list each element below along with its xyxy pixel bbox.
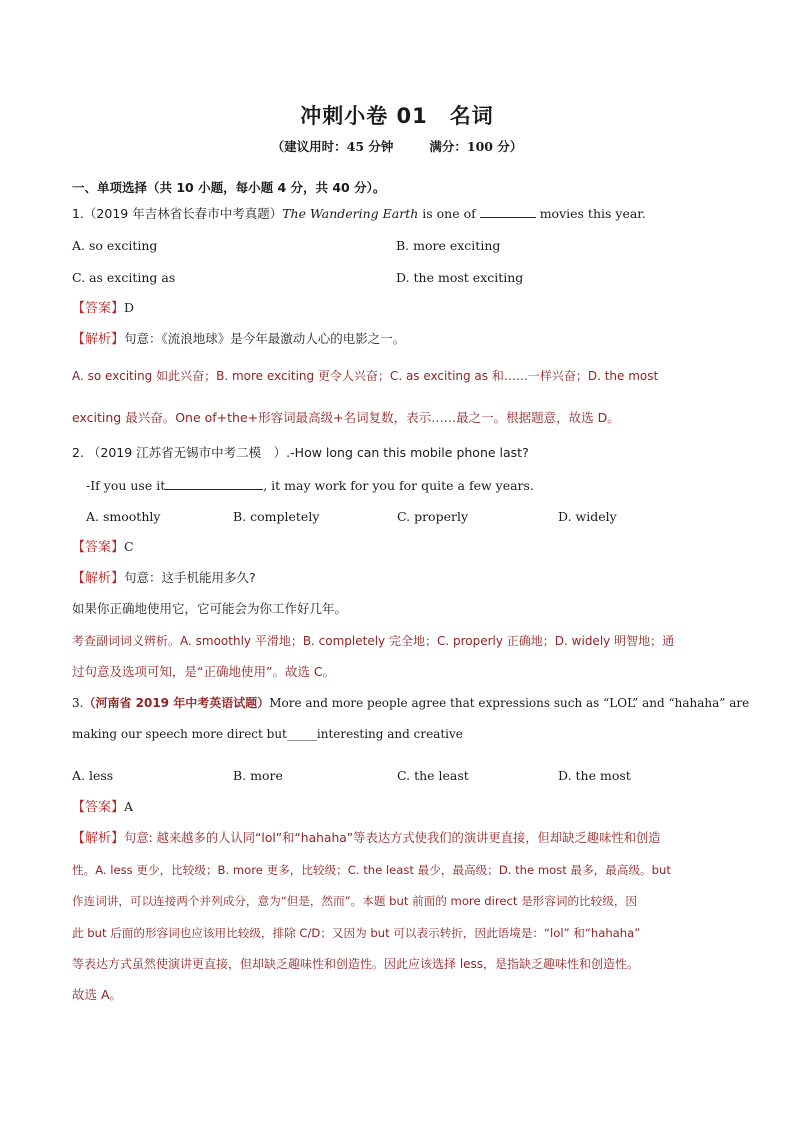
q1-option-d: D. the most exciting	[396, 270, 524, 285]
analysis-text: 句意：这手机能用多久?	[124, 570, 256, 585]
question-2-line-2	[86, 476, 734, 496]
page-title: 冲刺小卷 01 名词	[300, 104, 494, 128]
answer-label: 【答案】	[72, 301, 125, 316]
question-3	[72, 693, 750, 713]
q3-analysis-line-4: 此 but 后面的形容词也应该用比较级，排除 C/D；又因为 but 可以表示转折，因此语境是：“lol” 和“hahaha”	[72, 926, 641, 940]
answer-value: A	[124, 799, 134, 814]
analysis-label: 【解析】	[72, 571, 125, 586]
answer-blank	[480, 205, 536, 218]
question-2-text: -If you use it	[86, 478, 166, 493]
question-3-text: More and more people agree that expressions such as “LOL” and “hahaha” are	[269, 696, 750, 710]
question-3-number: 3.	[72, 696, 84, 710]
question-1-text: is one of	[418, 206, 480, 221]
q1-analysis-line-3: exciting 最兴奋。One of+the+形容词最高级+名词复数，表示……最之一。根据题意，故选 D。	[72, 410, 620, 425]
q3-analysis-line-6: 故选 A。	[72, 987, 123, 1002]
full-score: 满分：100 分）	[429, 139, 523, 154]
q1-option-b: B. more exciting	[396, 238, 501, 253]
section-heading: 一、单项选择（共 10 小题，每小题 4 分，共 40 分）。	[72, 180, 386, 195]
q2-answer	[72, 537, 734, 558]
q3-analysis-line-3: 作连词讲，可以连接两个并列成分，意为“但是，然而”。本题 but 前面的 more direct 是形容词的比较级，因	[72, 894, 638, 908]
q3-option-d: D. the most	[558, 768, 631, 783]
q1-analysis	[72, 329, 734, 350]
q3-answer	[72, 797, 734, 818]
q2-option-d: D. widely	[558, 509, 617, 524]
q1-analysis-line-2: A. so exciting 如此兴奋；B. more exciting 更令人兴奋；C. as exciting as 和……一样兴奋；D. the most	[72, 369, 659, 383]
q3-option-b: B. more	[233, 768, 283, 783]
suggested-time: （建议用时：45 分钟	[271, 139, 394, 154]
q2-analysis-line-3: 考查副词词义辨析。A. smoothly 平滑地；B. completely 完全地；C. properly 正确地；D. widely 明智地；通	[72, 634, 675, 648]
q2-analysis-line-2: 如果你正确地使用它，它可能会为你工作好几年。	[72, 601, 348, 616]
q2-analysis-line-4: 过句意及选项可知，是“正确地使用”。故选 C。	[72, 664, 336, 679]
question-3-source: （河南省 2019 年中考英语试题）	[83, 696, 270, 710]
question-2: 2. （2019 江苏省无锡市中考二模 ）.-How long can this mobile phone last?	[72, 445, 529, 460]
q2-analysis	[72, 568, 734, 589]
q2-option-c: C. properly	[397, 509, 469, 524]
q3-analysis-line-2: 性。A. less 更少，比较级；B. more 更多，比较级；C. the least 最少，最高级；D. the most 最多，最高级。but	[72, 863, 671, 877]
question-1-tail: movies this year.	[535, 206, 646, 221]
question-1-source: 1.（2019 年吉林省长春市中考真题）	[72, 206, 283, 221]
answer-label: 【答案】	[72, 800, 125, 815]
question-3-line-2: making our speech more direct but_____interesting and creative	[72, 727, 463, 741]
q1-option-a: A. so exciting	[72, 238, 158, 253]
q3-analysis-line-5: 等表达方式虽然使演讲更直接，但却缺乏趣味性和创造性。因此应该选择 less，是指缺乏趣味性和创造性。	[72, 957, 640, 971]
analysis-label: 【解析】	[72, 332, 125, 347]
q2-option-a: A. smoothly	[86, 509, 161, 524]
answer-blank	[165, 477, 263, 490]
answer-value: C	[124, 539, 134, 554]
q2-option-b: B. completely	[233, 509, 320, 524]
answer-value: D	[124, 300, 135, 315]
q1-answer	[72, 298, 734, 319]
analysis-label: 【解析】	[72, 831, 125, 846]
page-subtitle	[0, 137, 794, 155]
q3-option-c: C. the least	[397, 768, 469, 783]
answer-label: 【答案】	[72, 540, 125, 555]
q3-option-a: A. less	[72, 768, 114, 783]
question-1-title: The Wandering Earth	[282, 206, 419, 221]
analysis-text: 句意：《流浪地球》是今年最激动人心的电影之一。	[124, 331, 406, 346]
q1-option-c: C. as exciting as	[72, 270, 176, 285]
analysis-text: 句意: 越来越多的人认同“lol”和“hahaha”等表达方式使我们的演讲更直接，但却缺乏趣味性和创造	[124, 831, 661, 845]
q3-analysis	[72, 828, 734, 849]
question-2-tail: , it may work for you for quite a few years.	[263, 478, 534, 493]
question-1	[72, 204, 734, 224]
